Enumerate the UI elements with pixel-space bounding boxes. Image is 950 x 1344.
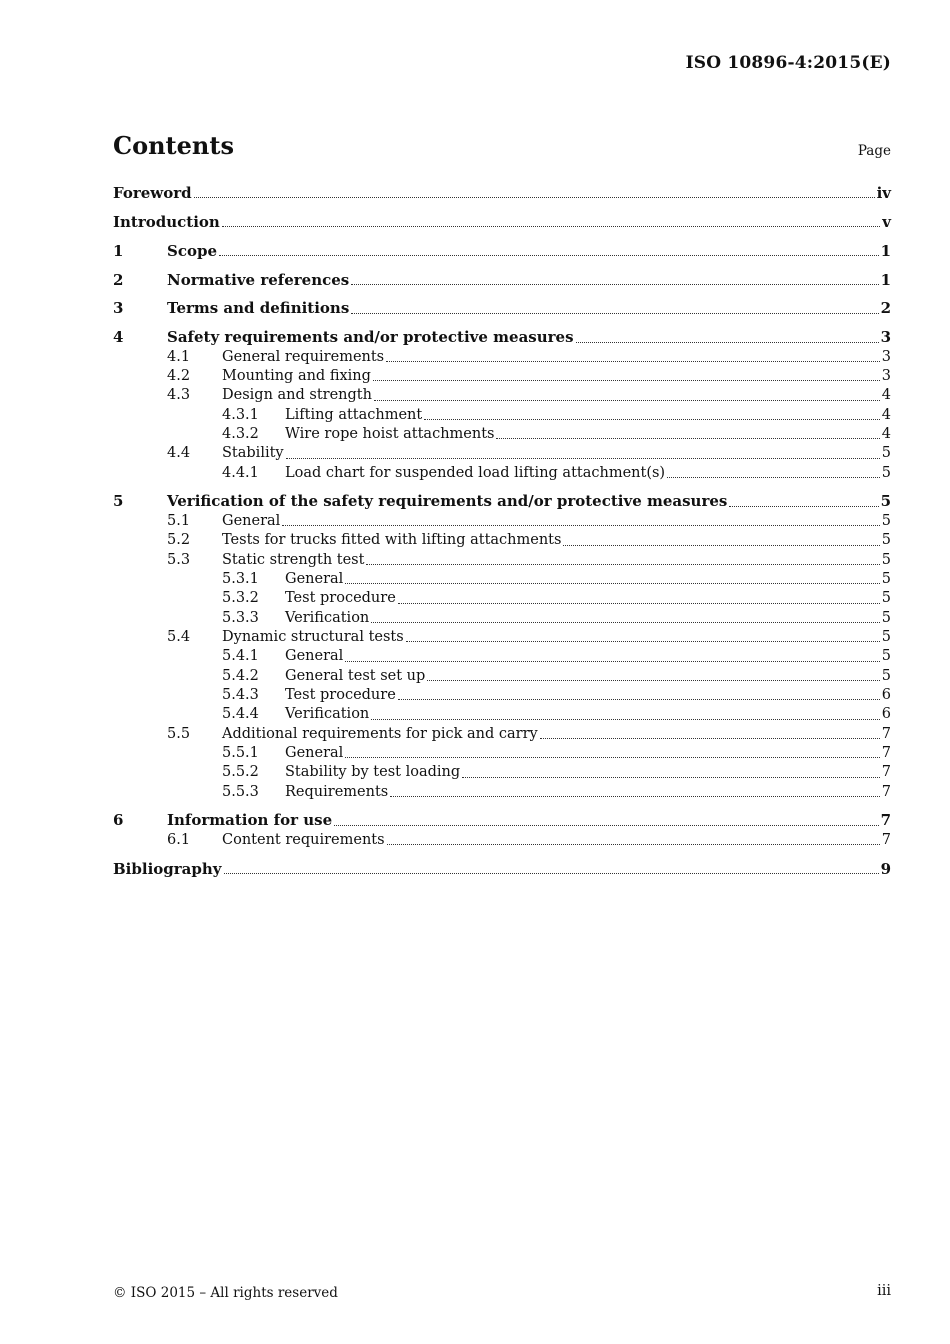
toc-entry[interactable] bbox=[113, 492, 891, 511]
toc-entry-page[interactable]: 3 bbox=[881, 367, 891, 384]
toc-entry-number: 5.3 bbox=[167, 551, 191, 568]
toc-entry[interactable] bbox=[113, 647, 891, 666]
toc-entry-page[interactable]: 5 bbox=[881, 648, 891, 665]
dot-leader bbox=[282, 525, 879, 526]
dot-leader bbox=[224, 873, 879, 874]
toc-entry[interactable] bbox=[113, 531, 891, 550]
toc-entry-title[interactable]: Tests for trucks fitted with lifting attachments bbox=[222, 532, 562, 549]
toc-entry[interactable] bbox=[113, 367, 891, 386]
toc-entry-title[interactable]: Wire rope hoist attachments bbox=[285, 425, 495, 442]
toc-entry-title[interactable]: General bbox=[285, 744, 344, 761]
toc-entry-title[interactable]: Test procedure bbox=[285, 590, 396, 607]
toc-entry-page[interactable]: 5 bbox=[881, 512, 891, 529]
toc-entry-number: 5 bbox=[113, 492, 124, 511]
toc-entry-page[interactable]: 5 bbox=[881, 590, 891, 607]
toc-entry-number: 5.4.2 bbox=[222, 667, 259, 684]
toc-entry-number: 5.4.3 bbox=[222, 686, 259, 703]
toc-entry-page[interactable]: 7 bbox=[880, 811, 891, 830]
toc-entry-title[interactable]: Normative references bbox=[167, 270, 350, 289]
dot-leader bbox=[366, 564, 879, 565]
toc-entry-title[interactable]: General bbox=[285, 648, 344, 665]
toc-entry-page[interactable]: 9 bbox=[880, 859, 891, 878]
toc-entry-page[interactable]: 7 bbox=[881, 831, 891, 848]
toc-entry-title[interactable]: Static strength test bbox=[222, 551, 365, 568]
dot-leader bbox=[219, 255, 879, 256]
copyright-notice: © ISO 2015 – All rights reserved bbox=[113, 1285, 338, 1301]
toc-entry[interactable] bbox=[113, 744, 891, 763]
dot-leader bbox=[351, 284, 878, 285]
toc-entry-number: 5.2 bbox=[167, 532, 191, 549]
toc-entry[interactable] bbox=[113, 386, 891, 405]
toc-entry-number: 5.5 bbox=[167, 725, 191, 742]
toc-entry-number: 2 bbox=[113, 270, 124, 289]
dot-leader bbox=[576, 342, 879, 343]
toc-entry-number: 5.3.2 bbox=[222, 590, 259, 607]
toc-entry-title[interactable]: Terms and definitions bbox=[167, 299, 350, 318]
dot-leader bbox=[345, 661, 879, 662]
toc-entry-title[interactable]: General requirements bbox=[222, 348, 385, 365]
toc-entry-title[interactable]: Verification bbox=[285, 706, 370, 723]
toc-entry-number: 5.5.3 bbox=[222, 783, 259, 800]
toc-entry-title[interactable]: Mounting and fixing bbox=[222, 367, 371, 384]
toc-entry-title[interactable]: General test set up bbox=[285, 667, 426, 684]
dot-leader bbox=[345, 583, 879, 584]
toc-entry-title[interactable]: Additional requirements for pick and carry bbox=[222, 725, 538, 742]
dot-leader bbox=[540, 738, 880, 739]
dot-leader bbox=[462, 777, 880, 778]
toc-entry-number: 4.3 bbox=[167, 387, 191, 404]
toc-entry-page[interactable]: 7 bbox=[881, 725, 891, 742]
toc-entry-page[interactable]: v bbox=[882, 212, 891, 231]
toc-entry-title[interactable]: Content requirements bbox=[222, 831, 385, 848]
toc-entry-number: 5.3.1 bbox=[222, 570, 259, 587]
toc-entry-page[interactable]: 4 bbox=[881, 387, 891, 404]
toc-entry[interactable] bbox=[113, 299, 891, 318]
toc-entry[interactable] bbox=[113, 570, 891, 589]
toc-entry[interactable] bbox=[113, 551, 891, 570]
toc-entry-number: 4.1 bbox=[167, 348, 191, 365]
toc-entry-number: 4.2 bbox=[167, 367, 191, 384]
toc-entry[interactable] bbox=[113, 783, 891, 802]
dot-leader bbox=[424, 419, 880, 420]
dot-leader bbox=[222, 226, 880, 227]
toc-entry[interactable] bbox=[113, 589, 891, 608]
document-id: ISO 10896-4:2015(E) bbox=[685, 53, 891, 73]
toc-entry[interactable] bbox=[113, 464, 891, 483]
toc-entry-page[interactable]: 3 bbox=[881, 348, 891, 365]
toc-entry-page[interactable]: 7 bbox=[881, 764, 891, 781]
toc-entry-number: 4.4 bbox=[167, 445, 191, 462]
toc-entry-number: 5.5.1 bbox=[222, 744, 259, 761]
toc-entry-number: 4.3.2 bbox=[222, 425, 259, 442]
dot-leader bbox=[351, 313, 878, 314]
toc-entry-title[interactable]: Stability bbox=[222, 445, 284, 462]
toc-entry-title[interactable]: Introduction bbox=[113, 212, 220, 231]
toc-entry[interactable] bbox=[113, 328, 891, 347]
dot-leader bbox=[390, 796, 880, 797]
toc-entry-page[interactable]: 6 bbox=[881, 706, 891, 723]
toc-entry-title[interactable]: Test procedure bbox=[285, 686, 396, 703]
page-number: iii bbox=[877, 1283, 891, 1299]
toc-entry-number: 5.4 bbox=[167, 628, 191, 645]
dot-leader bbox=[406, 641, 880, 642]
toc-entry-title[interactable]: Lifting attachment bbox=[285, 406, 423, 423]
toc-title: Contents bbox=[113, 131, 234, 160]
toc-entry[interactable] bbox=[113, 444, 891, 463]
toc-entry[interactable] bbox=[113, 184, 891, 203]
toc-entry-title[interactable]: Stability by test loading bbox=[285, 764, 461, 781]
toc-entry-number: 5.4.1 bbox=[222, 648, 259, 665]
toc-entry-title[interactable]: General bbox=[285, 570, 344, 587]
page-column-label: Page bbox=[857, 143, 891, 159]
dot-leader bbox=[398, 699, 880, 700]
dot-leader bbox=[194, 197, 875, 198]
toc-entry-page[interactable]: 5 bbox=[881, 445, 891, 462]
toc-entry-page[interactable]: 5 bbox=[881, 464, 891, 481]
toc-entry[interactable] bbox=[113, 811, 891, 830]
toc-entry[interactable] bbox=[113, 425, 891, 444]
dot-leader bbox=[496, 438, 879, 439]
toc-entry-page[interactable]: 6 bbox=[881, 686, 891, 703]
dot-leader bbox=[667, 477, 880, 478]
toc-entry-title[interactable]: Safety requirements and/or protective measures bbox=[167, 328, 574, 347]
toc-entry-title[interactable]: Dynamic structural tests bbox=[222, 628, 404, 645]
toc-entry-page[interactable]: 5 bbox=[881, 667, 891, 684]
dot-leader bbox=[334, 825, 878, 826]
toc-entry-page[interactable]: 2 bbox=[880, 299, 891, 318]
toc-entry-page[interactable]: 4 bbox=[881, 406, 891, 423]
toc-entry-page[interactable]: 7 bbox=[881, 744, 891, 761]
toc-entry-number: 4.3.1 bbox=[222, 406, 259, 423]
dot-leader bbox=[563, 545, 879, 546]
toc-entry[interactable] bbox=[113, 242, 891, 261]
toc-entry-number: 4 bbox=[113, 328, 124, 347]
toc-entry-number: 6.1 bbox=[167, 831, 191, 848]
toc-entry-page[interactable]: 7 bbox=[881, 783, 891, 800]
toc-entry-page[interactable]: 1 bbox=[880, 241, 891, 260]
table-of-contents bbox=[113, 184, 891, 879]
toc-entry[interactable] bbox=[113, 667, 891, 686]
toc-entry-number: 1 bbox=[113, 241, 124, 260]
toc-entry[interactable] bbox=[113, 686, 891, 705]
dot-leader bbox=[286, 458, 880, 459]
toc-entry[interactable] bbox=[113, 725, 891, 744]
toc-entry-title[interactable]: Information for use bbox=[167, 811, 333, 830]
toc-entry-number: 5.5.2 bbox=[222, 764, 259, 781]
toc-entry-title[interactable]: Scope bbox=[167, 241, 218, 260]
toc-entry-page[interactable]: 4 bbox=[881, 425, 891, 442]
toc-entry[interactable] bbox=[113, 763, 891, 782]
toc-entry-page[interactable]: 5 bbox=[880, 492, 891, 511]
toc-entry-page[interactable]: 5 bbox=[881, 551, 891, 568]
dot-leader bbox=[386, 361, 880, 362]
toc-entry-number: 6 bbox=[113, 811, 124, 830]
toc-entry[interactable] bbox=[113, 609, 891, 628]
toc-entry-page[interactable]: 1 bbox=[880, 270, 891, 289]
toc-entry-page[interactable]: 5 bbox=[881, 570, 891, 587]
toc-entry-title[interactable]: Requirements bbox=[285, 783, 389, 800]
dot-leader bbox=[371, 622, 880, 623]
toc-entry[interactable] bbox=[113, 213, 891, 232]
toc-entry-title[interactable]: Load chart for suspended load lifting attachment(s) bbox=[285, 464, 666, 481]
toc-entry-page[interactable]: 3 bbox=[880, 328, 891, 347]
dot-leader bbox=[345, 757, 879, 758]
toc-entry-title[interactable]: Design and strength bbox=[222, 387, 372, 404]
toc-entry[interactable] bbox=[113, 406, 891, 425]
dot-leader bbox=[387, 844, 880, 845]
toc-entry[interactable] bbox=[113, 271, 891, 290]
toc-entry[interactable] bbox=[113, 705, 891, 724]
toc-entry-page[interactable]: 5 bbox=[881, 628, 891, 645]
dot-leader bbox=[374, 400, 880, 401]
toc-entry-number: 5.1 bbox=[167, 512, 191, 529]
toc-entry[interactable] bbox=[113, 628, 891, 647]
dot-leader bbox=[427, 680, 879, 681]
toc-entry[interactable] bbox=[113, 831, 891, 850]
toc-entry-title[interactable]: Verification bbox=[285, 609, 370, 626]
toc-entry-page[interactable]: iv bbox=[876, 184, 891, 202]
toc-entry-number: 5.4.4 bbox=[222, 706, 259, 723]
toc-entry-title[interactable]: General bbox=[222, 512, 281, 529]
dot-leader bbox=[371, 719, 880, 720]
toc-entry[interactable] bbox=[113, 860, 891, 879]
toc-entry-number: 5.3.3 bbox=[222, 609, 259, 626]
dot-leader bbox=[729, 506, 878, 507]
toc-entry-page[interactable]: 5 bbox=[881, 609, 891, 626]
toc-entry-title[interactable]: Verification of the safety requirements and/or protective measures bbox=[167, 492, 728, 511]
toc-entry-number: 4.4.1 bbox=[222, 464, 259, 481]
toc-entry[interactable] bbox=[113, 512, 891, 531]
toc-entry-number: 3 bbox=[113, 299, 124, 318]
toc-entry-title[interactable]: Bibliography bbox=[113, 859, 222, 878]
dot-leader bbox=[373, 380, 880, 381]
toc-entry-title[interactable]: Foreword bbox=[113, 184, 192, 202]
toc-entry-page[interactable]: 5 bbox=[881, 532, 891, 549]
dot-leader bbox=[398, 603, 880, 604]
toc-entry[interactable] bbox=[113, 348, 891, 367]
